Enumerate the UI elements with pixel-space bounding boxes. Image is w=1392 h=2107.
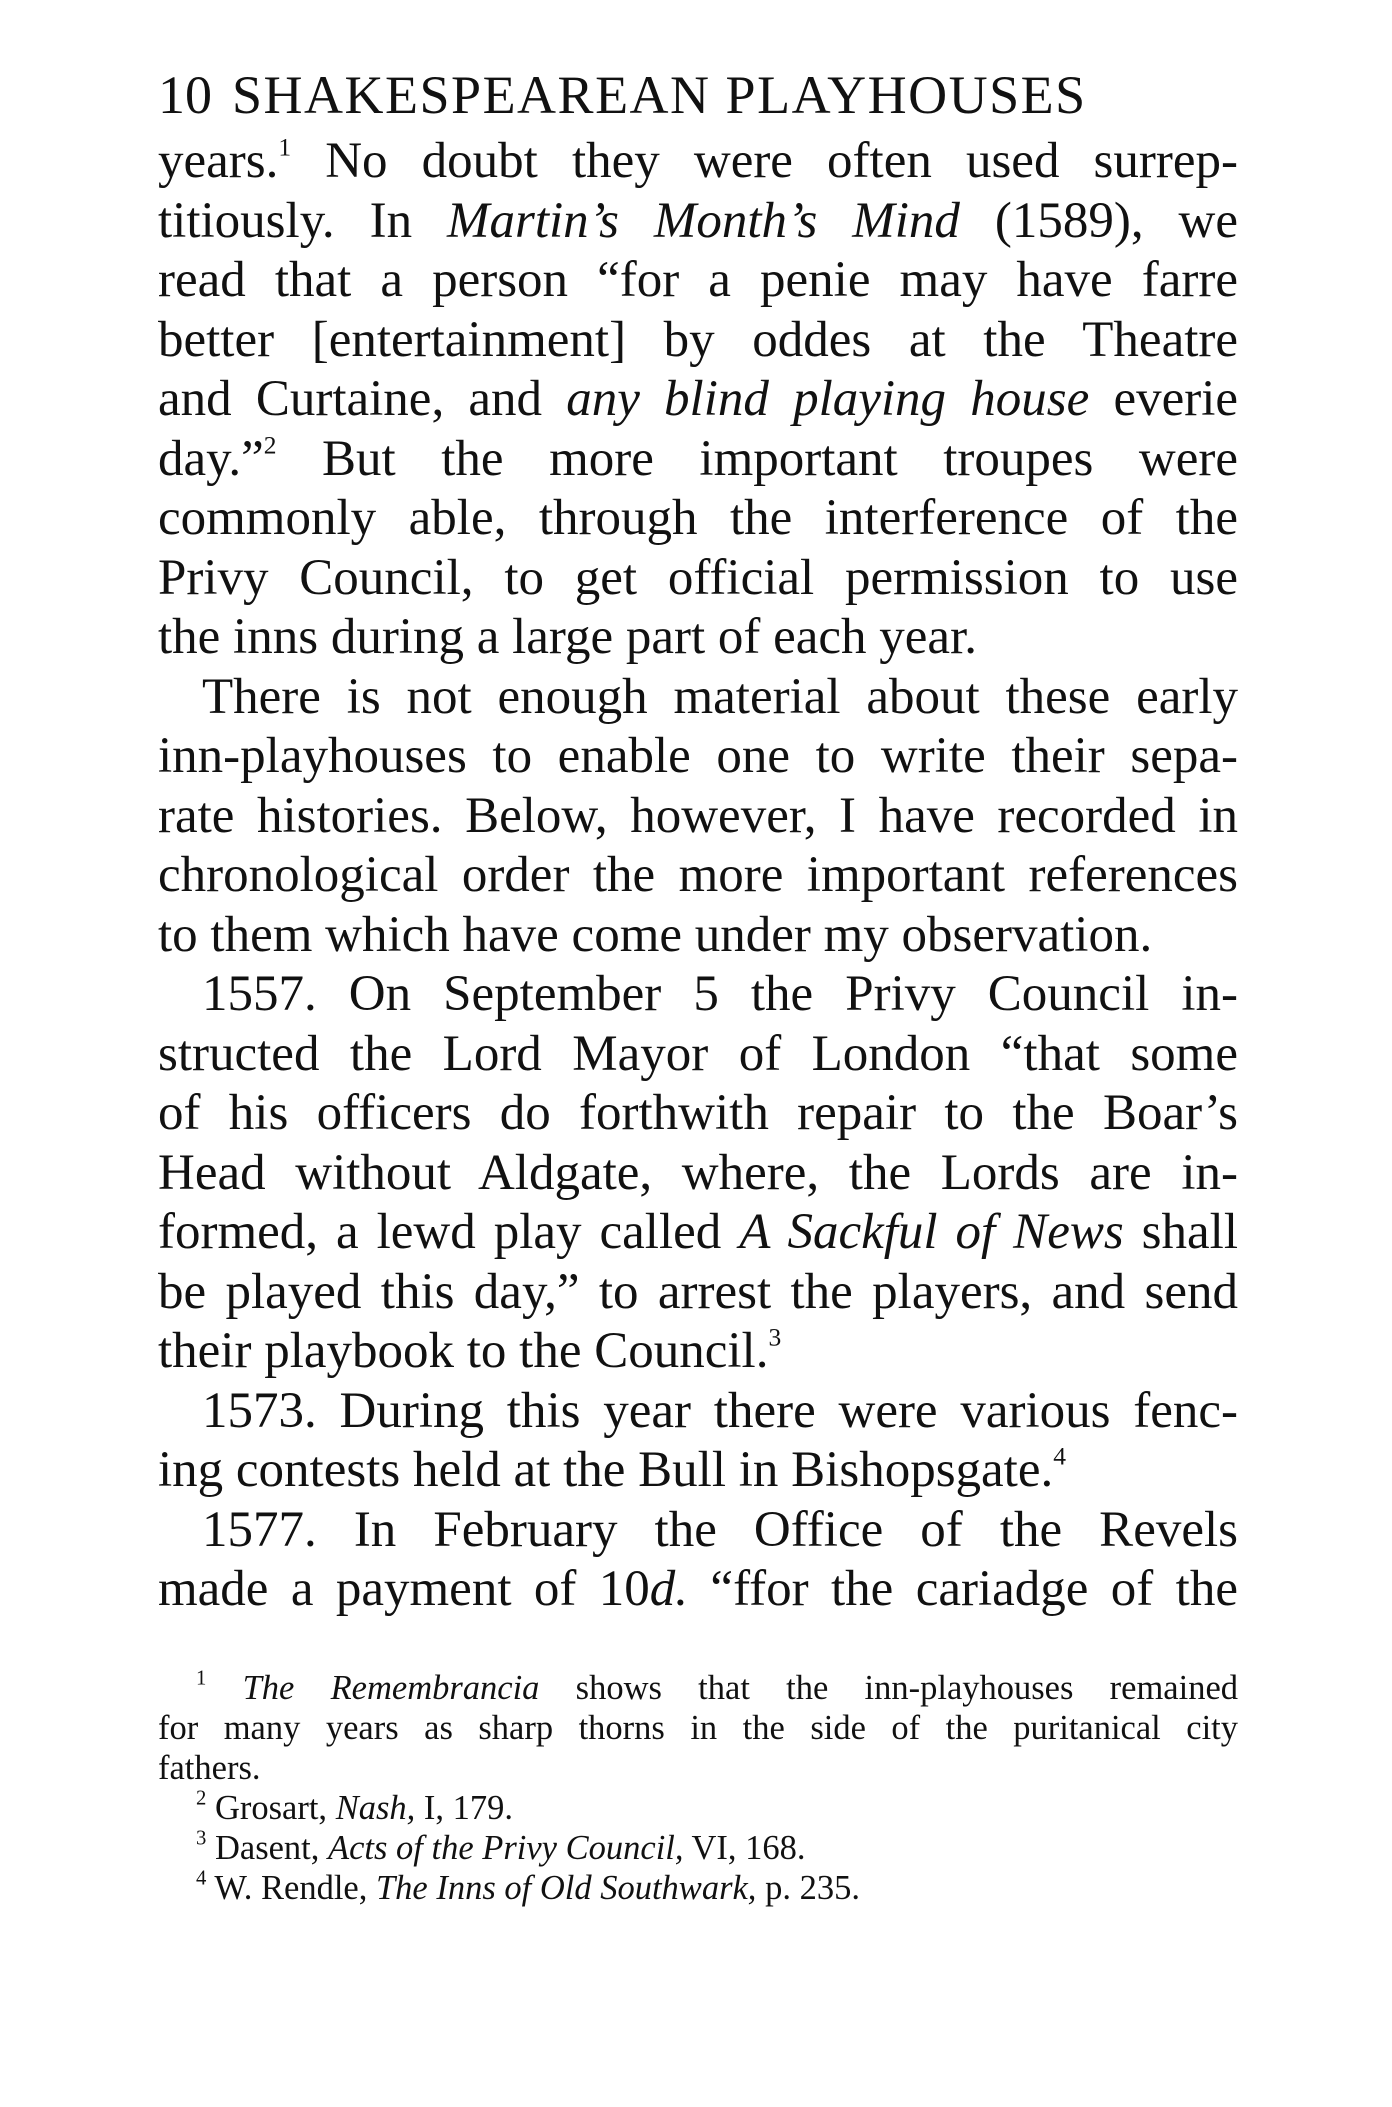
text-line xyxy=(158,1560,1238,1620)
text-line: rate histories. Below, however, I have recorded in xyxy=(158,787,1238,844)
text-line: of his officers do forthwith repair to the Boar’s xyxy=(158,1085,1238,1141)
text-line: be played this day,” to arrest the players, and send xyxy=(158,1263,1238,1320)
text-run: VI, 168. xyxy=(683,1828,806,1867)
text-run: “ffor the cariadge of the xyxy=(688,1561,1238,1617)
text-line xyxy=(158,132,1238,192)
text-line: chronological order the more important references xyxy=(158,847,1238,903)
title-italic: The Remembrancia xyxy=(242,1668,540,1707)
text-run: everie xyxy=(1089,371,1239,427)
text-run: I, 179. xyxy=(415,1788,513,1827)
footnote-ref-1: 1 xyxy=(278,132,292,162)
footnote-number: 4 xyxy=(196,1867,207,1890)
footnote-ref-2: 2 xyxy=(263,429,277,459)
page-number: 10 xyxy=(158,65,212,125)
text-run: Grosart, xyxy=(206,1788,336,1827)
text-run: shall xyxy=(1123,1204,1239,1260)
title-italic: Martin’s Month’s Mind xyxy=(447,192,960,249)
emphasis-italic: any blind playing house xyxy=(566,371,1090,427)
footnote-number: 3 xyxy=(196,1827,207,1850)
footnotes xyxy=(158,1668,1238,1908)
text-run: ing contests held at the Bull in Bishopsgate. xyxy=(158,1442,1054,1498)
footnote-number: 1 xyxy=(196,1667,207,1690)
text-line: inn-playhouses to enable one to write their sepa- xyxy=(158,728,1238,784)
footnote-ref-3: 3 xyxy=(768,1322,782,1352)
text-line: Privy Council, to get official permission to use xyxy=(158,549,1238,606)
text-run: p. 235. xyxy=(756,1868,860,1907)
text-line: There is not enough material about these early xyxy=(202,668,1238,725)
text-run: their playbook to the Council. xyxy=(158,1323,769,1379)
text-line: Head without Aldgate, where, the Lords are in- xyxy=(158,1144,1238,1201)
text-run: titiously. In xyxy=(158,192,448,249)
title-italic: A Sackful of News xyxy=(739,1204,1124,1260)
title-italic: Nash, xyxy=(335,1788,416,1827)
text-line xyxy=(158,1203,1238,1263)
text-line: structed the Lord Mayor of London “that some xyxy=(158,1025,1238,1082)
text-line: commonly able, through the interference of the xyxy=(158,490,1238,546)
text-run: (1589), we xyxy=(959,192,1238,249)
title-italic: The Inns of Old Southwark, xyxy=(375,1868,757,1907)
title-italic: Acts of the Privy Council, xyxy=(328,1828,684,1867)
text-line xyxy=(158,1441,1238,1501)
text-run: But the more important troupes were xyxy=(276,430,1238,487)
text-run: Dasent, xyxy=(206,1828,329,1867)
text-line: read that a person “for a penie may have farre xyxy=(158,252,1238,308)
text-line xyxy=(158,430,1238,490)
text-line: 1557. On September 5 the Privy Council in- xyxy=(202,966,1238,1022)
text-run: day.” xyxy=(158,430,264,487)
footnote-line: fathers. xyxy=(158,1748,261,1787)
footnote-number: 2 xyxy=(196,1787,207,1810)
text-line xyxy=(158,1322,1238,1382)
abbreviation-italic: d. xyxy=(649,1561,689,1617)
text-line xyxy=(158,370,1238,430)
main-text xyxy=(158,132,1238,1620)
text-run: shows that the inn-playhouses remained xyxy=(539,1668,1239,1707)
text-line: better [entertainment] by oddes at the Theatre xyxy=(158,311,1238,368)
text-run: made a payment of 10 xyxy=(158,1561,650,1617)
text-run: No doubt they were often used surrep- xyxy=(291,133,1238,189)
text-run: W. Rendle, xyxy=(206,1868,376,1907)
footnote-4 xyxy=(158,1868,1238,1908)
text-line: 1577. In February the Office of the Revels xyxy=(202,1501,1238,1558)
footnote-line: for many years as sharp thorns in the side of the puritanical city xyxy=(158,1708,1238,1747)
text-line: to them which have come under my observation. xyxy=(158,906,1153,963)
footnote-2 xyxy=(158,1788,1238,1828)
book-page xyxy=(158,60,1238,1908)
running-title: SHAKESPEAREAN PLAYHOUSES xyxy=(232,65,1087,125)
footnote-ref-4: 4 xyxy=(1053,1441,1066,1471)
footnote-3 xyxy=(158,1828,1238,1868)
text-run: formed, a lewd play called xyxy=(158,1204,740,1260)
text-line: 1573. During this year there were various fenc- xyxy=(202,1382,1238,1439)
running-head xyxy=(158,60,1238,130)
footnote-1 xyxy=(158,1668,1238,1708)
text-run: years. xyxy=(158,133,279,189)
text-run: and Curtaine, and xyxy=(158,371,567,427)
text-line: the inns during a large part of each year. xyxy=(158,609,977,665)
text-line xyxy=(158,192,1238,252)
